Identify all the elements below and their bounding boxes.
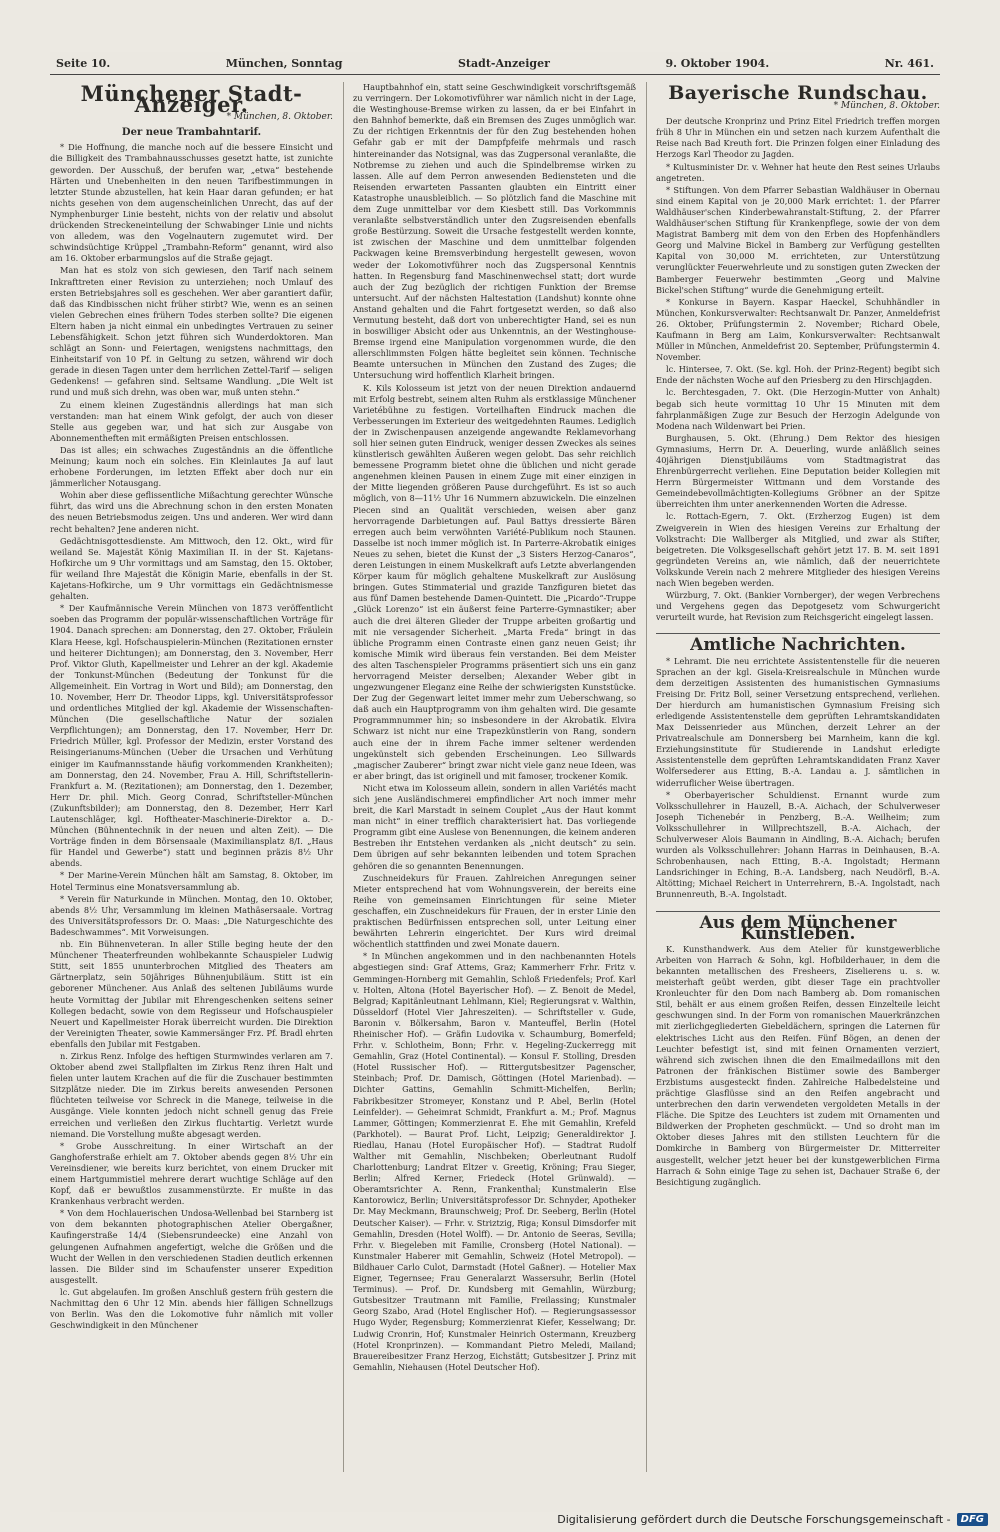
paragraph: Burghausen, 5. Okt. (Ehrung.) Dem Rektor des hiesigen Gymnasiums, Herrn Dr. A. Deuerling, wurde anläßlich seines 40jährigen Dienstjubiläums vom Stadtmagistrat das Ehrenbürgerrecht verliehen. Eine Deputation beider Kollegien mit Herrn Bürgermeister Wittmann und dem Vorstande des Gemeindebevollmächtigten-Kollegiums Gröbner an der Spitze überreichten ihm unter anerkennenden Worten die Adresse. xyxy=(656,432,940,510)
paragraph: Der deutsche Kronprinz und Prinz Eitel Friedrich treffen morgen früh 8 Uhr in München ein und setzen nach kurzem Aufenthalt die Reise nach Bad Kreuth fort. Die Prinzen folgen einer Einladung des Herzogs Karl Theodor zu Jagden. xyxy=(656,116,940,160)
dateline: * München, 8. Oktober. xyxy=(833,101,940,112)
credit-text: Digitalisierung gefördert durch die Deutsche Forschungsgemeinschaft - xyxy=(557,1513,951,1526)
digitization-credit xyxy=(557,1513,988,1526)
paragraph: * In München angekommen und in den nachbenannten Hotels abgestiegen sind: Graf Attems, Graz; Kammerherr Frhr. Fritz v. Gemmingen-Hornberg mit Gemahlin, Schloß Friedenfels; Prof. Karl v. Holten, Altona (Hotel Bayerischer Hof). — Z. Benoit de Medel, Belgrad; Kapitänleutnant Lehlmann, Kiel; Regierungsrat v. Walthin, Düsseldorf (Hotel Vier Jahreszeiten). — Schriftsteller v. Gude, Baronin v. Bölkersahm, Baron v. Manteuffel, Berlin (Hotel Rheinischer Hof). — Gräfin Ludovika v. Schaumburg, Bomerfeld; Frhr. v. Schlotheim, Bonn; Frhr. v. Hegeling-Zuckerregg mit Gemahlin, Graz (Hotel Continental). — Konsul F. Stolling, Dresden (Hotel Russischer Hof). — Rittergutsbesitzer Pagenscher, Steinbach; Prof. Dr. Damisch, Göttingen (Hotel Marienbad). — Dichter Gattins, Gemahlin Schmitt-Michelfen, Berlin; Fabrikbesitzer Stromeyer, Konstanz und P. Abel, Berlin (Hotel Leinfelder). — Geheimrat Schmidt, Frankfurt a. M.; Prof. Magnus Lammer, Göttingen; Kommerzienrat E. Ehe mit Gemahlin, Krefeld (Parkhotel). — Baurat Prof. Licht, Leipzig; Generaldirektor J. Riedlau, Hanau (Hotel Europäischer Hof). — Stadtrat Rudolf Walther mit Gemahlin, Nischbeken; Oberleutnant Rudolf Charlottenburg; Landrat Eltzer v. Greetig, Kröning; Frau Sieger, Berlin; Alfred Kerner, Friedeck (Hotel Grünwald). — Oberamtsrichter A. Renn, Frankenthal; Kunstmalerin Else Kantorowicz, Berlin; Universitätsprofessor Dr. Schnyder, Apotheker Dr. May Meckmann, Braunschweig; Prof. Dr. Seeberg, Berlin (Hotel Deutscher Kaiser). — Frhr. v. Striztzig, Riga; Konsul Dimsdorfer mit Gemahlin, Dresden (Hotel Wolff). — Dr. Antonio de Seeras, Sevilla; Frhr. v. Biegeleben mit Familie, Cronsberg (Hotel National). — Kunstmaler Haberer mit Gemahlin, Schweiz (Hotel Metropol). — Bildhauer Carlo Culot, Darmstadt (Hotel Gaßner). — Hotelier Max Eigner, Tegernsee; Frau Generalarzt Wassersuhr, Berlin (Hotel Terminus). — Prof. Dr. Kundsberg mit Gemahlin, Würzburg; Gutsbesitzer Trautmann mit Familie, Freilassing; Kunstmaler Georg Szabo, Arad (Hotel Englischer Hof). — Regierungsassessor Hugo Wyder, Regensburg; Kommerzienrat Kiefer, Kesselwang; Dr. Ludwig Cronrin, Hof; Kunstmaler Heinrich Ostermann, Kreuzberg (Hotel Kronprinzen). — Kommandant Pietro Meledi, Mailand; Brauereibesitzer Franz Herzog, Eichstätt; Gutsbesitzer J. Prinz mit Gemahlin, Niehausen (Hotel Deutscher Hof). xyxy=(353,951,636,1372)
article-headline: Der neue Trambahntarif. xyxy=(121,127,262,139)
paragraph: * Oberbayerischer Schuldienst. Ernannt wurde zum Volksschullehrer in Hauzell, B.-A. Aichach, der Schulverweser Joseph Tichenebér in Penzberg, B.-A. Weilheim; zum Volksschullehrer in Willprechtszell, B.-A. Aichach, der Schulverweser Alois Baumann in Aindling, B.-A. Aichach; berufen wurden als Volksschullehrer: Johann Harras in Deinhausen, B.-A. Schrobenhausen, nach Etting, B.-A. Ingolstadt; Hermann Landsrichinger in Eching, B.-A. Landsberg, nach Neudörfl, B.-A. Altötting; Michael Reichert in Unterrehrern, B.-A. Ingolstadt, nach Brunnenreuth, B.-A. Ingolstadt. xyxy=(656,789,940,900)
column-3 xyxy=(656,82,940,1472)
paragraph: * Der Marine-Verein München hält am Samstag, 8. Oktober, im Hotel Terminus eine Monatsversammlung ab. xyxy=(50,870,333,892)
paragraph: nb. Ein Bühnenveteran. In aller Stille beging heute der den Münchener Theaterfreunden wohlbekannte Schauspieler Ludwig Stitt, seit 1855 ununterbrochen Mitglied des Theaters am Gärtnerplatz, sein 50jähriges Bühnenjubiläum. Stitt ist ein geborener Münchener. Aus Anlaß des seltenen Jubiläums wurde heute Vormittag der Jubilar mit Ehrengeschenken seitens seiner Kollegen bedacht, sowie von dem Regisseur und Hofschauspieler Neuert und Kapellmeister Horak überreicht wurden. Die Direktion der Vereinigten Theater, sowie Kammersänger Frz. Pf. Bradl ehrten ebenfalls den Jubilar mit Festgaben. xyxy=(50,939,333,1049)
paragraph: * Die Hoffnung, die manche noch auf die bessere Einsicht und die Billigkeit des Trambahnausschusses gesetzt hatte, ist zunichte geworden. Der Ausschuß, der berufen war, „etwa“ bestehende Härten und Unebenheiten in den neuen Tarifbestimmungen in letzter Stunde abzustellen, hat kein Haar daran gefunden; er hat nichts gesehen von dem augenscheinlichen Unrecht, das auf der Nymphenburger Linie besteht, nichts von der relativ und absolut drückenden Streckeneinteilung der Schwabinger Linie und nichts von alledem, was den Vogelnautern zugemutet wird. Der schwindsüchtige Krüppel „Trambahn-Reform“ genannt, wird also am 16. Oktober erbarmungslos auf die Straße gejagt. xyxy=(50,142,333,264)
newspaper-page xyxy=(50,52,940,1512)
column-3-body xyxy=(656,116,940,623)
paragraph: * Lehramt. Die neu errichtete Assistentenstelle für die neueren Sprachen an der kgl. Gisela-Kreisrealschule in München wurde dem derzeitigen Assistenten des humanistischen Gymnasiums Freising Dr. Fritz Boll, seiner Versetzung entsprechend, verliehen. Der hierdurch am humanistischen Gymnasium Freising sich erledigende Assistentenstelle dem geprüften Lehramtskandidaten Max Deissenrieder aus München, derzeit Lehrer an der Privatrealschule am Donnersberg bei Marnheim, kann die kgl. Erziehungsinstitute für Studierende in Landshut erledigte Assistentenstelle dem geprüften Lehramtskandidaten Franz Xaver Wolfersederer aus Etting, B.-A. Landau a. J. sämtlichen in widerruflicher Weise übertragen. xyxy=(656,655,940,788)
paragraph: lc. Berchtesgaden, 7. Okt. (Die Herzogin-Mutter von Anhalt) begab sich heute vormittag 10 Uhr 15 Minuten mit dem fahrplanmäßigen Zuge zur Besuch der Herzogin Adelgunde von Modena nach Wildenwart bei Prien. xyxy=(656,387,940,431)
section-title-kunstleben: Aus dem Münchener Kunstleben. xyxy=(656,911,940,940)
dateline: * München, 8. Oktober. xyxy=(226,112,333,123)
paragraph: K. Kils Kolosseum ist jetzt von der neuen Direktion andauernd mit Erfolg bestrebt, seinem alten Ruhm als erstklassige Münchener Varietébühne zu festigen. Vorteilhaften Eindruck machen die Verbesserungen im Exterieur des weitgedehnten Raumes. Lediglich der in Zwischenpausen anzeigende angewandte Reklamevorhang soll hier seinen guten Eindruck, weniger dessen Zweckes als seines künstlerisch gewählten Äußeren wegen gelobt. Das sehr reichlich bemessene Programm bietet ohne die üblichen und nicht gerade angenehmen kleinen Pausen in einem Zuge mit einer einzigen in der Mitte liegenden größeren Pause durchgeführt. Es ist so auch möglich, von 8—11½ Uhr 16 Nummern abzuwickeln. Die einzelnen Piecen sind an Qualität verschieden, weisen aber ganz hervorragende Darbietungen auf. Paul Battys dressierte Bären erregen auch beim verwöhnten Variété-Publikum noch Staunen. Dasselbe ist noch immer möglich ist. In Parterre-Akrobatik einiges Neues zu sehen, bietet die Kunst der „3 Sisters Herzog-Canaros“, deren Leistungen in einem Muskelkraft aufs Letzte abverlangenden Körper kaum für möglich gehaltene Muskelkraft zur Auslösung bringen. Gutes Stimmaterial und grazide Tanzfiguren bietet das aus fünf Damen bestehende Damen-Quintett. Die „Picardo“-Truppe „Glück Lorenzo“ ist ein äußerst feine Parterre-Gymnastiker; aber auch die drei älteren Glieder der Truppe arbeiten großartig und mit nie versagender Sicherheit. „Marta Freda“ bringt in das übliche Programm einen Contraste einen ganz neuen Geist; ihr komische Mimik wird überaus fein verstanden. Bei dem Meister des alten Taschenspieler Programms präsentiert sich uns ein ganz hervorragend Meister derselben; Alexander Weber gibt in ungezwungener Eleganz eine Reihe der schwierigsten Kunststücke. Der Zug der Gegenwart leitet immer mehr zum Ueberschwang, so daß auch ein Hauptprogramm von ihm gehalten wird. Die gesamte Programmnummer hin; so insbesondere in der Akrobatik. Elvira Schwarz ist nicht nur eine Trapezkünstlerin von Rang, sondern auch eine der in ihrem Fache immer seltener werdenden ungekünstelt sich gebenden Erscheinungen. Leo Sillwards „magischer Zauberer“ bringt zwar nicht viele ganz neue Ideen, was er aber bringt, das ist originell und mit famoser, trockener Komik. xyxy=(353,382,636,781)
paragraph: * Von dem Hochlauerischen Undosa-Wellenbad bei Starnberg ist von dem bekannten photographischen Atelier Obergaßner, Kaufingerstraße 14/4 (Siebensrundeecke) eine Anzahl von gelungenen Aufnahmen angefertigt, welche die Größen und die Wucht der Wellen in den verschiedenen Stadien deutlich erkennen lassen. Die Bilder sind im Schaufenster unserer Expedition ausgestellt. xyxy=(50,1208,333,1285)
paragraph: lc. Rottach-Egern, 7. Okt. (Erzherzog Eugen) ist dem Zweigverein in Wien des hiesigen Vereins zur Erhaltung der Volkstracht: Die Wallberger als Mitglied, und zwar als Stifter, beigetreten. Die Volksgesellschaft gehört jetzt 17. B. M. seit 1891 gegründeten Vereins an, wie nämlich, daß der neuerrichtete Volkskunde Verein nach 2 mehrere Mitglieder des hiesigen Vereins nach Wien begeben werden. xyxy=(656,511,940,589)
column-1-body xyxy=(50,142,333,1331)
paragraph: lc. Gut abgelaufen. Im großen Anschluß gestern früh gestern die Nachmittag den 6 Uhr 12 Min. abends hier fälligen Schnellzugs von Berlin. Was den die Lokomotive fuhr nämlich mit voller Geschwindigkeit in den Münchener xyxy=(50,1286,333,1331)
amtliche-body xyxy=(656,656,940,901)
paragraph: Gedächtnisgottesdienste. Am Mittwoch, den 12. Okt., wird für weiland Se. Majestät König Maximilian II. in der St. Kajetans-Hofkirche um 9 Uhr vormittags und am Samstag, den 15. Oktober, für weiland Ihre Majestät die Königin Marie, ebenfalls in der St. Kajetans-Hofkirche, um 9 Uhr vormittags ein Gedächtnismesse gehalten. xyxy=(50,535,333,602)
paragraph: Das ist alles; ein schwaches Zugeständnis an die öffentliche Meinung; kaum noch ein solches. Ein Kleinlautes Ja auf laut erhobene Forderungen, im letzten Effekt aber doch nur ein jämmerlicher Notausgang. xyxy=(50,444,333,489)
issue-date: 9. Oktober 1904. xyxy=(665,56,770,70)
column-2-body xyxy=(353,82,636,1373)
paragraph: Man hat es stolz von sich gewiesen, den Tarif nach seinem Inkrafttreten einer Revision zu unterziehen; noch Umlauf des ersten Betriebsjahres soll es geschehen. Wer aber garantiert dafür, daß das Kindbisschen nicht früher stirbt? Wie, wenn es an seinen vielen Gebrechen eines frühern Todes sterben sollte? Die eigenen Eltern haben ja nicht einmal ein unbedingtes Vertrauen zu seiner Lebensfähigkeit. Schon jetzt führen sich Wunderdoktoren. Man schlägt an Sonn- und Feiertagen, wenigstens nachmittags, den Einheitstarif von 10 Pf. in Geltung zu setzen, während wir doch gerade in diesen Tagen unter dem herrlichen Zettel-Tarif — seligen Gedenkens! — gefahren sind. Seltsame Wandlung. „Die Welt ist rund und muß sich drehn, was oben war, muß unten stehn.“ xyxy=(50,265,333,398)
paragraph: Zu einem kleinen Zugeständnis allerdings hat man sich verstanden: man hat einem Wink gefolgt, der auch von dieser Stelle aus gegeben war, und hat sich zur Ausgabe von Abonnementheften mit ermäßigten Preisen entschlossen. xyxy=(50,399,333,443)
paragraph: K. Kunsthandwerk. Aus dem Atelier für kunstgewerbliche Arbeiten von Harrach & Sohn, kgl. Hofbilderhauer, in dem die bekannten metallischen des Fresheers, Ziselierens u. s. w. meisterhaft geübt werden, gibt dieser Tage ein prachtvoller Kronleuchter für den Dom nach Bamberg ab. Dom romanischen Stil, behält er aus einem großen Reifen, dessen Einzelteile leicht geschwungen sind. In der Form von romanischen Mauerkränzchen mit zierlichgegliederten Giebeldächern, springen die Laternen für elektrisches Licht aus den Reifen. Fünf Bögen, an denen der Leuchter befestigt ist, sind mit feinen Ornamenten verziert, während sich zwischen ihnen die den Emailmedaillons mit den Patronen der fränkischen Bistümer sowie des Bamberger Erzbistums ausgesteckt finden. Zahlreiche Halbedelsteine und prächtige Glasflüsse sind an den Reifen angebracht und unterbrechen den darin verwendeten vergoldeten Metalls in der Fläche. Die Spitze des Leuchters ist zudem mit Ornamenten und Bildwerken der Propheten geschmückt. — Und so droht man im Oktober dieses Jahres mit den stillsten Leuchtern für die Domkirche in Bamberg von Bürgermeister Dr. Mitterreiter ausgestellt, welcher jetzt heuer bei der kunstgewerblichen Firma Harrach & Sohn einige Tage zu sehen ist, Dachauer Straße 6, der Besichtigung zugänglich. xyxy=(656,943,940,1187)
paragraph: lc. Hintersee, 7. Okt. (Se. kgl. Hoh. der Prinz-Regent) begibt sich Ende der nächsten Woche auf den Priesberg zu den Hirschjagden. xyxy=(656,364,940,386)
paragraph: * Verein für Naturkunde in München. Montag, den 10. Oktober, abends 8½ Uhr, Versammlung im kleinen Mathäsersaale. Vortrag des Universitätsprofessors Dr. O. Maas: „Die Naturgeschichte des Badeschwammes“. Mit Vorweisungen. xyxy=(50,893,333,937)
paragraph: Würzburg, 7. Okt. (Bankier Vornberger), der wegen Verbrechens und Vergehens gegen das Depotgesetz vom Schwurgericht verurteilt wurde, hat Revision zum Reichsgericht eingelegt lassen. xyxy=(656,590,940,623)
paragraph: Hauptbahnhof ein, statt seine Geschwindigkeit vorschriftsgemäß zu verringern. Der Lokomotivführer war nämlich nicht in der Lage, die Westinghouse-Bremse wirken zu lassen, da er bei Einfahrt in den Bahnhof bemerkte, daß ein Bremsen des Zuges unmöglich war. Zu der richtigen Erkenntnis der für den Zug bestehenden hohen Gefahr gab er mit der Dampfpfeife mehrmals und rasch hintereinander das Notsignal, was das Zugpersonal veranlaßte, die Notbremse zu ziehen und auch die Spindelbremse wirken zu lassen. Alle auf dem Perron anwesenden Bediensteten und die Reisenden erwarteten Passanten glaubten ein Eintritt einer Katastrophe unausbleiblich. — So plötzlich fand die Maschine mit dem Zuge unmittelbar vor dem Kiesbett still. Das Vorkommnis veranlaßte selbstverständlich unter den Zugsreisenden ebenfalls große Bestürzung. Soweit die Ursache festgestellt werden konnte, ist zwischen der Maschine und dem unmittelbar folgenden Packwagen keine Bremsverbindung hergestellt gewesen, wovon weder der Lokomotivführer noch das Zugspersonal Kenntnis hatten. In Regensburg fand Maschinenwechsel statt; dort wurde auch der Zug bezüglich der richtigen Funktion der Bremse untersucht. Auf der nächsten Haltestation (Landshut) konnte ohne Anstand gehalten und die Fahrt fortgesetzt werden, so daß also Vermutung besteht, daß dort von unberechtigter Hand, sei es nun in boswilliger Absicht oder aus Unkenntnis, an der Westinghouse-Bremse irgend eine Manipulation vorgenommen wurde, die den allerschlimmsten Folgen hätte begleitet sein können. Technische Beamte untersuchen in München den Zustand des Zuges; die Untersuchung wird hoffentlich Klarheit bringen. xyxy=(353,82,636,381)
paper-name: Stadt-Anzeiger xyxy=(457,56,550,70)
stadt-anzeiger-masthead: Münchener Stadt-Anzeiger. xyxy=(80,82,303,118)
paragraph: Wohin aber diese geflissentliche Mißachtung gerechter Wünsche führt, das wird uns die Abrechnung schon in den ersten Monaten des neuen Betriebsmodus zeigen. Uns und anderen. Wer wird dann recht behalten? Jene anderen nicht. xyxy=(50,490,333,534)
dfg-logo: DFG xyxy=(957,1513,988,1526)
running-head xyxy=(50,52,940,75)
place-day: München, Sonntag xyxy=(225,56,343,70)
paragraph: Nicht etwa im Kolosseum allein, sondern in allen Variétés macht sich jene Ausländischmerei empfindlicher Art noch immer mehr breit, die Karl Marstadt in seinem Couplet „Aus der Haut kommt man nicht“ in einer trefflich charakterisiert hat. Das vorliegende Programm gibt eine Auslese von Benennungen, die keinem anderen Bestreben ihr Entstehen verdanken als „nicht deutsch“ zu sein. Dem übrigen auf sehr bekannten leibenden und totem Sprachen gehören die so genannten Benennungen. xyxy=(353,782,636,871)
section-title-amtliche: Amtliche Nachrichten. xyxy=(656,633,940,651)
column-1 xyxy=(50,82,333,1472)
paragraph: n. Zirkus Renz. Infolge des heftigen Sturmwindes verlaren am 7. Oktober abend zwei Stallpflalten im Zirkus Renz ihren Halt und fielen unter lautem Krachen auf die für die Zuschauer bestimmten Sitzplätze nieder. Die im Zirkus bereits anwesenden Personen flüchteten teilweise vor Schreck in die Manege, teilweise in die Ausgänge. Viele konnten jedoch nicht schnell genug das Freie erreichen und verließen den Zirkus fluchtartig. Verletzt wurde niemand. Die Vorstellung mußte abgesagt werden. xyxy=(50,1050,333,1139)
paragraph: Zuschneidekurs für Frauen. Zahlreichen Anregungen seiner Mieter entsprechend hat vom Wohnungsverein, der bereits eine Reihe von gemeinsamen Einrichtungen für seine Mieter geschaffen, ein Zuschneidekurs für Frauen, der in erster Linie den praktischen Bedürfnissen entsprechen soll, unter Leitung einer bewährten Lehrerin eingerichtet. Der Kurs wird dreimal wöchentlich stattfinden und zwei Monate dauern. xyxy=(353,872,636,950)
paragraph: * Grobe Ausschreitung. In einer Wirtschaft an der Ganghoferstraße erhielt am 7. Oktober abends gegen 8½ Uhr ein Vereinsdiener, wie bereits kurz berichtet, von einem Drucker mit einem Hartgummistiel mehrere derart wuchtige Schläge auf den Kopf, daß er bewußtlos zusammenstürzte. Er mußte in das Krankenhaus verbracht werden. xyxy=(50,1140,333,1207)
rundschau-masthead: Bayerische Rundschau. xyxy=(668,82,928,104)
issue-number: Nr. 461. xyxy=(884,56,934,70)
paragraph: * Konkurse in Bayern. Kaspar Haeckel, Schuhhändler in München, Konkursverwalter: Rechtsanwalt Dr. Panzer, Anmeldefrist 26. Oktober, Prüfungstermin 2. November; Richard Obele, Kaufmann in Berg am Laim, Konkursverwalter: Rechtsanwalt Müller in München, Anmeldefrist 20. September, Prüfungstermin 4. November. xyxy=(656,296,940,363)
paragraph: * Stiftungen. Von dem Pfarrer Sebastian Waldhäuser in Obernau sind einem Kapital von je 20,000 Mark errichtet: 1. der Pfarrer Waldhäuser'schen Kinderbewahranstalt-Stiftung, 2. der Pfarrer Waldhäuser'schen Stiftung für Krankenpflege, sowie der von dem Magistrat Bamberg mit dem von den Erben des Hopfenhändlers Georg und Malvine Bickel in Bamberg zur Verfügung gestellten Kapital von 30,000 M. errichteten, zur Unterstützung verunglückter Feuerwehrleute und zu sonstigen guten Zwecken der Bamberger Feuerwehr bestimmten „Georg und Malvine Bickel'schen Stiftung“ wurde die Genehmigung erteilt. xyxy=(656,184,940,295)
paragraph: * Kultusminister Dr. v. Wehner hat heute den Rest seines Urlaubs angetreten. xyxy=(656,161,940,183)
column-2 xyxy=(353,82,636,1472)
page-number: Seite 10. xyxy=(56,56,111,70)
kunstleben-body xyxy=(656,944,940,1188)
paragraph: * Der Kaufmännische Verein München von 1873 veröffentlicht soeben das Programm der populär-wissenschaftlichen Vorträge für 1904. Danach sprechen: am Donnerstag, den 27. Oktober, Fräulein Klara Heese, kgl. Hofschauspielerin-München (Rezitationen ernster und heiterer Dichtungen); am Donnerstag, den 3. November, Herr Prof. Viktor Gluth, Kapellmeister und Lehrer an der kgl. Akademie der Tonkunst-München (Bedeutung der Tonkunst für die Allgemeinheit. Ein Vortrag in Wort und Bild); am Donnerstag, den 10. November, Herr Dr. Theodor Lipps, kgl. Universitätsprofessor und ordentliches Mitglied der kgl. Akademie der Wissenschaften-München (Die gesellschaftliche Natur der sozialen Verpflichtungen); am Donnerstag, den 17. November, Herr Dr. Friedrich Müller, kgl. Professor der Medizin, erster Vorstand des Reisingerianums-München (Ueber die Ursachen und Verhütung einiger im Kaufmannsstande häufig vorkommenden Krankheiten); am Donnerstag, den 24. November, Frau A. Hill, Schriftstellerin-Frankfurt a. M. (Rezitationen); am Donnerstag, den 1. Dezember, Herr Dr. phil. Mich. Georg Conrad, Schriftsteller-München (Zukunftsbilder); am Donnerstag, den 8. Dezember, Herr Karl Lautenschläger, kgl. Hoftheater-Maschinerie-Direktor a. D.-München (Bühnentechnik in der neuen und alten Zeit). — Die Vorträge finden in dem Börsensaale (Maximiliansplatz 8/I. „Haus für Handel und Gewerbe“) statt und beginnen präzis 8½ Uhr abends. xyxy=(50,603,333,869)
